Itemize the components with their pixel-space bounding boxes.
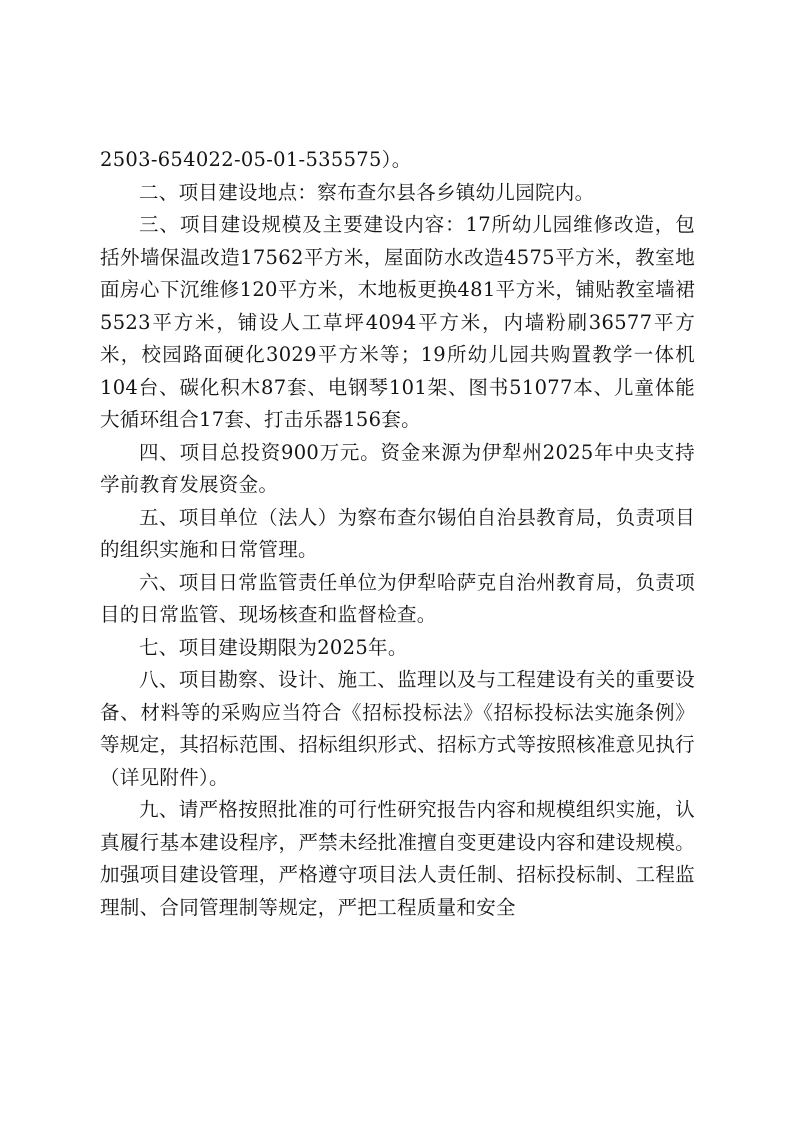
paragraph-total-investment: 四、项目总投资900万元。资金来源为伊犁州2025年中央支持学前教育发展资金。 xyxy=(100,440,695,496)
paragraph-implementation-requirements: 九、请严格按照批准的可行性研究报告内容和规模组织实施，认真履行基本建设程序，严禁未经批准擅自变更建设内容和建设规模。加强项目建设管理，严格遵守项目法人责任制、招标投标制、工程监理制、合同管理制等规定，严把工程质量和安全 xyxy=(100,798,695,919)
paragraph-construction-site: 二、项目建设地点：察布查尔县各乡镇幼儿园院内。 xyxy=(139,180,595,204)
paragraph-construction-scale: 三、项目建设规模及主要建设内容：17所幼儿园维修改造，包括外墙保温改造17562平方米，屋面防水改造4575平方米，教室地面房心下沉维修120平方米，木地板更换481平方米，铺贴教室墙裙5523平方米，铺设人工草坪4094平方米，内墙粉刷36577平方米，校园路面硬化3029平方米等；19所幼儿园共购置教学一体机104台、碳化积木87套、电钢琴101架、图书51077本、儿童体能大循环组合17套、打击乐器156套。 xyxy=(100,213,695,431)
document-body xyxy=(100,144,695,924)
paragraph-supervision-unit: 六、项目日常监管责任单位为伊犁哈萨克自治州教育局，负责项目的日常监管、现场核查和监督检查。 xyxy=(100,570,695,626)
paragraph-project-code-continuation: 2503-654022-05-01-535575）。 xyxy=(100,148,412,171)
paragraph-procurement-bidding: 八、项目勘察、设计、施工、监理以及与工程建设有关的重要设备、材料等的采购应当符合《招标投标法》《招标投标法实施条例》等规定，其招标范围、招标组织形式、招标方式等按照核准意见执行（详见附件）。 xyxy=(100,668,695,789)
paragraph-construction-period: 七、项目建设期限为2025年。 xyxy=(139,635,408,659)
paragraph-project-unit: 五、项目单位（法人）为察布查尔锡伯自治县教育局，负责项目的组织实施和日常管理。 xyxy=(100,505,695,561)
